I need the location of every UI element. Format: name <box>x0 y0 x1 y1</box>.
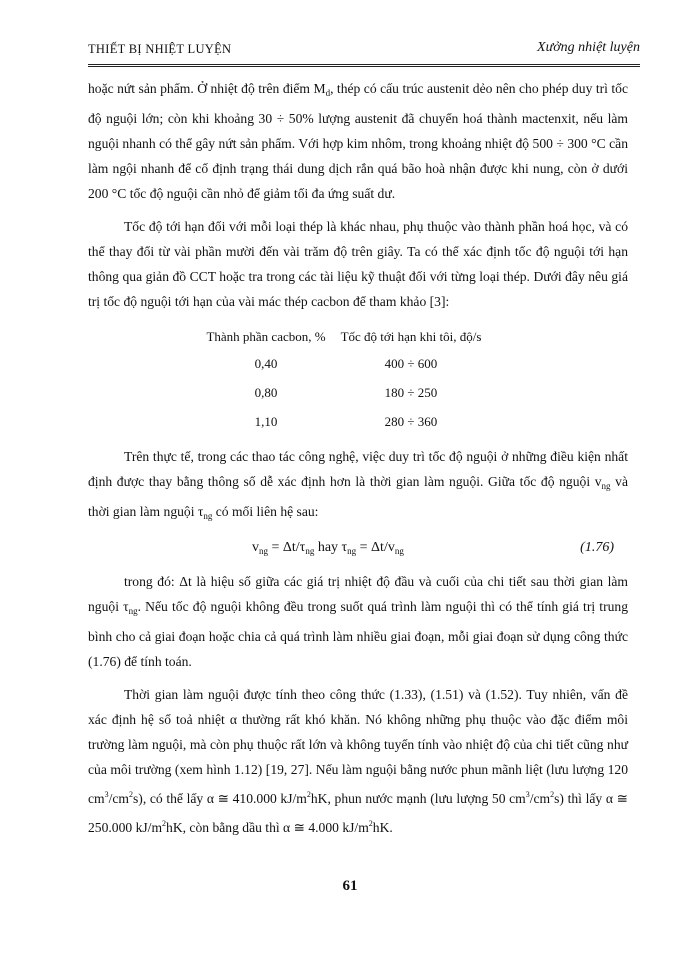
header-book-title: THIẾT BỊ NHIỆT LUYỆN <box>88 42 232 56</box>
table-row: 1,10 280 ÷ 360 <box>254 414 438 429</box>
table-header-carbon: Thành phần cacbon, % <box>206 329 326 344</box>
paragraph-cooling-time: Trên thực tế, trong các thao tác công nghệ, việc duy trì tốc độ nguội ở những điều kiện nhất định được thay bằng thông số dễ xác định hơn là thời gian làm nguội. Giữa tốc độ nguội $v_{ng}$ và thời gian làm nguội $\tau_{ng}$ có mối liên hệ sau: <box>88 449 628 521</box>
critical-cooling-table <box>196 324 486 436</box>
equation-body: $v_{ng} = \Delta t/\tau_{ng}$ hay $\tau_{ng} = \Delta t/v_{ng}$ <box>252 540 404 556</box>
page-header <box>88 38 640 67</box>
table-header-speed: Tốc độ tới hạn khi tôi, độ/s <box>340 329 482 344</box>
table-row: 0,40 400 ÷ 600 <box>254 356 438 371</box>
page-body <box>88 76 628 840</box>
paragraph-delta-t: trong đó: Δt là hiệu số giữa các giá trị nhiệt độ đầu và cuối của chi tiết sau thời gian làm nguội $\tau_{ng}$. Nếu tốc độ nguội không đều trong suốt quá trình làm nguội thì có thể tính giá trị trung bình cho cả giai đoạn hoặc chia cả quá trình làm nhiều giai đoạn, mỗi giai đoạn sử dụng công thức (1.76) để tính toán. <box>88 574 629 669</box>
paragraph-austenite: hoặc nứt sản phẩm. Ở nhiệt độ trên điểm $M_d$, thép có cấu trúc austenit dẻo nên cho phép duy trì tốc độ nguội lớn; còn khi khoảng 30 ÷ 50% lượng austenit đã chuyển hoá thành mactenxit, nếu làm nguội nhanh có thể gây nứt sản phẩm. Với hợp kim nhôm, trong khoảng nhiệt độ 500 ÷ 300 °C cần làm ngội nhanh để cố định trạng thái dung dịch rắn quá bão hoà nhận được khi nung, còn ở dưới 200 °C tốc độ nguội cần nhỏ để giảm tối đa ứng suất dư. <box>88 81 629 201</box>
paragraph-critical-speed: Tốc độ tới hạn đối với mỗi loại thép là khác nhau, phụ thuộc vào thành phần hoá học, và có thể thay đổi từ vài phần mười đến vài trăm độ trên giây. Ta có thể xác định tốc độ nguội tới hạn thông qua giản đồ CCT hoặc tra trong các tài liệu kỹ thuật đối với từng loại thép. Dưới đây nêu giá trị tốc độ nguội tới hạn của vài mác thép cacbon để tham khảo [3]: <box>88 219 628 309</box>
header-chapter-title: Xưởng nhiệt luyện <box>537 40 640 55</box>
equation-number: (1.76) <box>580 540 614 555</box>
equation-1-76 <box>88 533 628 565</box>
page-number: 61 <box>342 878 358 894</box>
table-header-row <box>196 324 486 349</box>
paragraph-heat-transfer: Thời gian làm nguội được tính theo công thức (1.33), (1.51) và (1.52). Tuy nhiên, vấn đề xác định hệ số toả nhiệt α thường rất khó khăn. Nó không những phụ thuộc vào đặc điểm môi trường làm nguội, mà còn phụ thuộc rất lớn và không tuyến tính vào nhiệt độ của chi tiết cũng như của môi trường (xem hình 1.12) [19, 27]. Nếu làm nguội bằng nước phun mãnh liệt (lưu lượng 120 $cm^3/cm^2s$), có thể lấy α ≅ 410.000 $kJ/m^2hK$, phun nước mạnh (lưu lượng 50 $cm^3/cm^2s$) thì lấy α ≅ 250.000 $kJ/m^2hK$, còn bằng dầu thì α ≅ 4.000 $kJ/m^2hK$. <box>88 687 628 835</box>
table-row: 0,80 180 ÷ 250 <box>254 385 438 400</box>
